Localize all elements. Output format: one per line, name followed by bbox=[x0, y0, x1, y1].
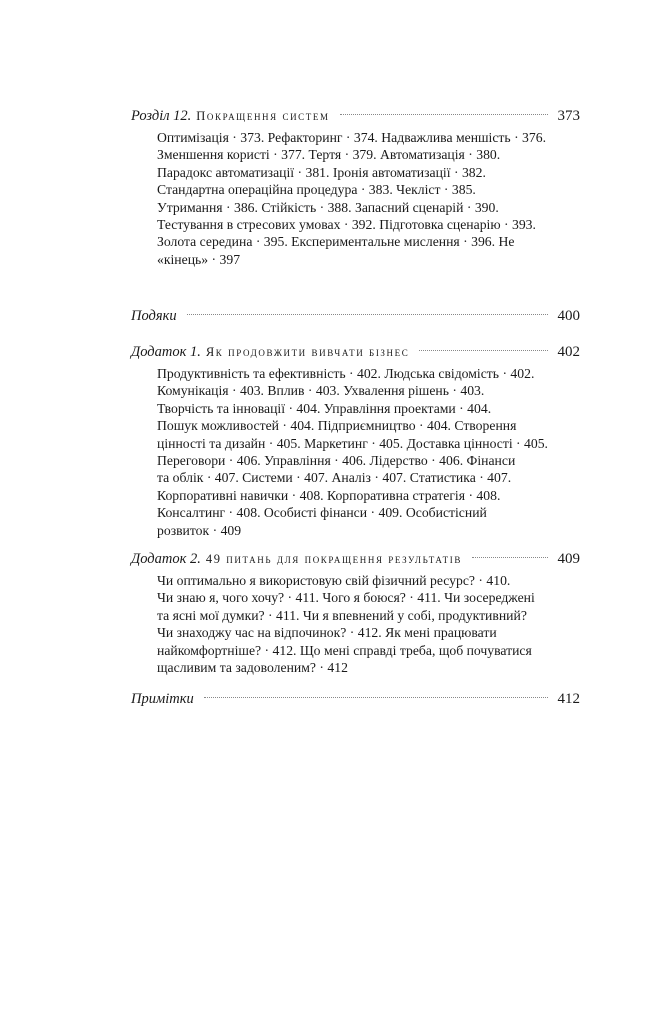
entry-heading bbox=[131, 306, 580, 326]
subtopic-line: Оптимізація · 373. Рефакторинг · 374. Надважлива меншість · 376. bbox=[157, 130, 547, 145]
subtopic-line: Комунікація · 403. Вплив · 403. Ухвалення рішень · 403. bbox=[157, 383, 485, 399]
dot-leader bbox=[472, 557, 548, 558]
dot-leader bbox=[419, 350, 547, 351]
subtopic-line: розвиток · 409 bbox=[157, 522, 242, 538]
dot-leader bbox=[340, 114, 548, 115]
page-number: 409 bbox=[557, 551, 580, 567]
toc-entry-appendix-1 bbox=[131, 342, 580, 539]
entry-label: Розділ 12. bbox=[131, 108, 192, 124]
subtopic-line: Зменшення користі · 377. Тертя · 379. Автоматизація · 380. bbox=[157, 147, 501, 163]
toc-entry-chapter-12 bbox=[131, 106, 580, 268]
toc-entry-appendix-2 bbox=[131, 549, 580, 676]
entry-heading bbox=[131, 342, 580, 362]
entry-title: 49 питань для покращення результатів bbox=[205, 552, 462, 566]
subtopic-line: Творчість та інновації · 404. Управління проектами · 404. bbox=[157, 400, 492, 416]
toc-entry-acknowledgements bbox=[131, 306, 580, 326]
subtopic-line: Пошук можливостей · 404. Підприємництво · 404. Створення bbox=[157, 418, 517, 434]
toc-entry-notes bbox=[131, 689, 580, 709]
entry-label: Додаток 1. bbox=[131, 344, 201, 360]
subtopic-line: Утримання · 386. Стійкість · 388. Запасний сценарій · 390. bbox=[157, 199, 499, 215]
subtopic-line: Корпоративні навички · 408. Корпоративна стратегія · 408. bbox=[157, 487, 501, 503]
subtopic-line: Продуктивність та ефективність · 402. Людська свідомість · 402. bbox=[157, 366, 535, 381]
subtopic-line: Стандартна операційна процедура · 383. Чекліст · 385. bbox=[157, 182, 476, 198]
subtopic-line: та ясні мої думки? · 411. Чи я впевнений у собі, продуктивний? bbox=[157, 607, 527, 623]
subtopic-line: найкомфортніше? · 412. Що мені справді треба, щоб почуватися bbox=[157, 642, 532, 658]
page-number: 412 bbox=[557, 691, 580, 707]
subtopic-line: Парадокс автоматизації · 381. Іронія автоматизації · 382. bbox=[157, 164, 486, 180]
page-number: 400 bbox=[557, 308, 580, 324]
subtopic-line: цінності та дизайн · 405. Маркетинг · 405. Доставка цінності · 405. bbox=[157, 435, 548, 451]
entry-heading bbox=[131, 106, 580, 126]
subtopic-line: Чи знаходжу час на відпочинок? · 412. Як мені працювати bbox=[157, 625, 497, 641]
entry-label: Подяки bbox=[131, 308, 177, 324]
subtopic-line: «кінець» · 397 bbox=[157, 251, 241, 267]
entry-subtopics bbox=[157, 572, 557, 676]
entry-heading bbox=[131, 689, 580, 709]
entry-title: Покращення систем bbox=[196, 109, 330, 123]
entry-label: Примітки bbox=[131, 691, 194, 707]
page-number: 373 bbox=[557, 108, 580, 124]
subtopic-line: та облік · 407. Системи · 407. Аналіз · 407. Статистика · 407. bbox=[157, 470, 512, 486]
subtopic-line: Консалтинг · 408. Особисті фінанси · 409. Особистісний bbox=[157, 505, 487, 521]
dot-leader bbox=[187, 314, 548, 315]
subtopic-line: Чи знаю я, чого хочу? · 411. Чого я боюся? · 411. Чи зосереджені bbox=[157, 590, 535, 606]
subtopic-line: Тестування в стресових умовах · 392. Підготовка сценарію · 393. bbox=[157, 217, 536, 233]
entry-label: Додаток 2. bbox=[131, 551, 201, 567]
subtopic-line: щасливим та задоволеним? · 412 bbox=[157, 660, 348, 676]
entry-title: Як продовжити вивчати бізнес bbox=[205, 345, 410, 359]
entry-heading bbox=[131, 549, 580, 569]
subtopic-line: Чи оптимально я використовую свій фізичний ресурс? · 410. bbox=[157, 573, 511, 588]
page-number: 402 bbox=[557, 344, 580, 360]
subtopic-line: Переговори · 406. Управління · 406. Лідерство · 406. Фінанси bbox=[157, 453, 516, 469]
entry-subtopics bbox=[157, 129, 557, 268]
dot-leader bbox=[204, 697, 548, 698]
entry-subtopics bbox=[157, 365, 557, 539]
subtopic-line: Золота середина · 395. Експериментальне мислення · 396. Не bbox=[157, 234, 515, 250]
